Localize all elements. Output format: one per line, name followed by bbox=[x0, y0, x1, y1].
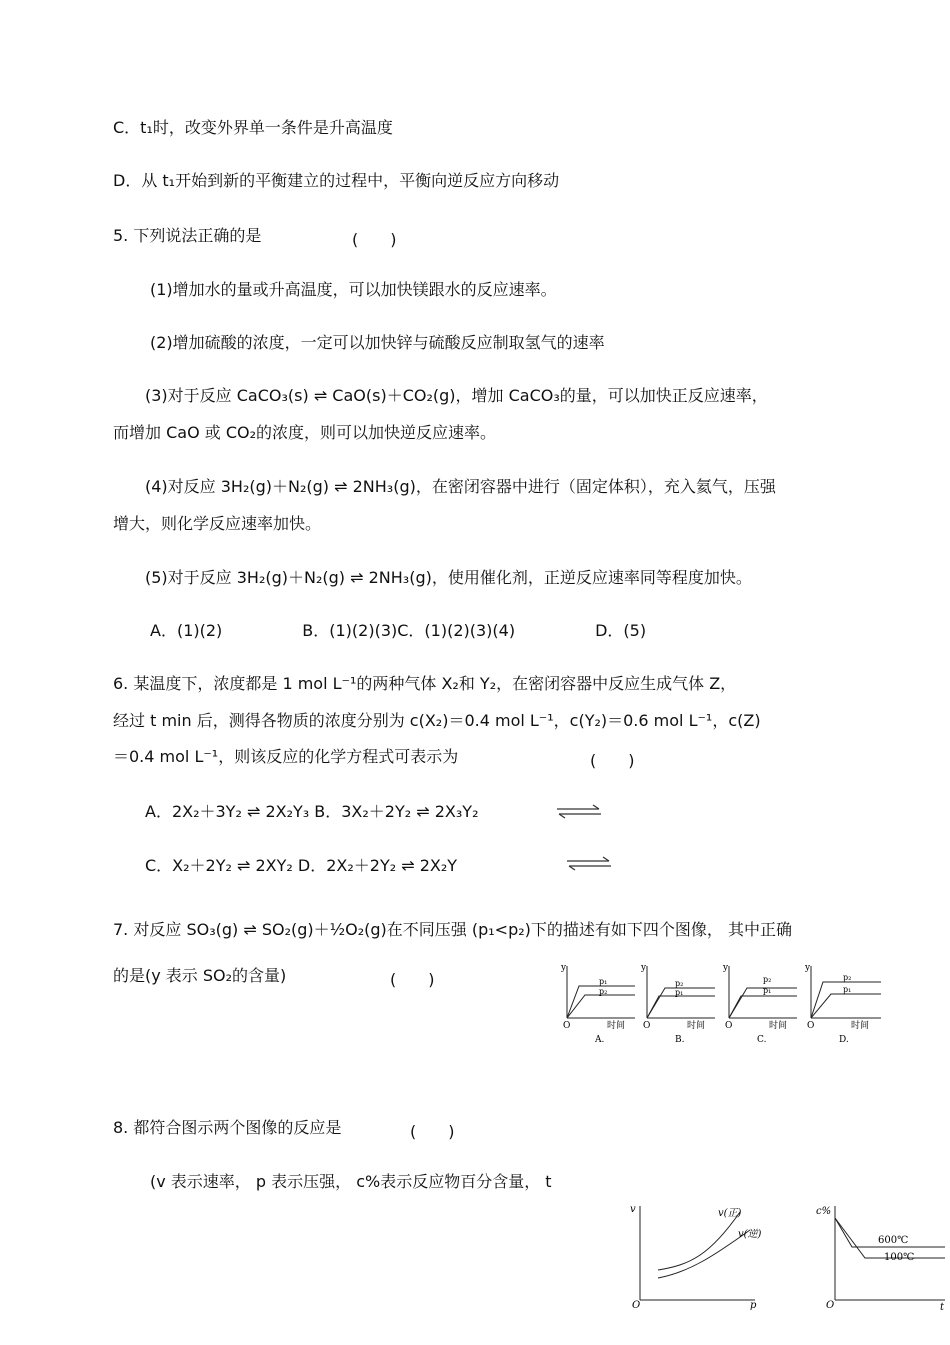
question-7a: 7. 对反应 SO₃(g) ⇌ SO₂(g)＋½O₂(g)在不同压强 (p₁<p₂)下的描述有如下四个图像， 其中正确 bbox=[113, 920, 792, 939]
question-8: 8. 都符合图示两个图像的反应是 bbox=[113, 1118, 342, 1137]
v-forward-label: v(正) bbox=[718, 1208, 742, 1219]
option-d-line: D．从 t₁开始到新的平衡建立的过程中，平衡向逆反应方向移动 bbox=[113, 171, 560, 190]
y-axis-label: y bbox=[561, 963, 567, 973]
options-q6-ab: A．2X₂＋3Y₂ ⇌ 2X₂Y₃ B．3X₂＋2Y₂ ⇌ 2X₃Y₂ bbox=[145, 802, 479, 821]
statement-2: (2)增加硫酸的浓度，一定可以加快锌与硫酸反应制取氢气的速率 bbox=[150, 333, 605, 352]
temp-100-label: 100℃ bbox=[884, 1252, 915, 1263]
answer-blank-6: ( ) bbox=[590, 751, 635, 770]
figure-q7 bbox=[555, 958, 890, 1048]
p1-label: p₁ bbox=[843, 985, 852, 994]
graph-d bbox=[804, 963, 881, 1045]
question-7b: 的是(y 表示 SO₂的含量) bbox=[113, 966, 287, 985]
origin-label: O bbox=[643, 1021, 651, 1031]
graph-a bbox=[560, 963, 635, 1045]
p1-label: p₁ bbox=[675, 988, 684, 997]
answer-blank-8: ( ) bbox=[410, 1122, 455, 1141]
p1-label: p₁ bbox=[599, 977, 608, 986]
graph-concentration-time bbox=[816, 1206, 945, 1313]
time-label: 时间 bbox=[607, 1021, 626, 1031]
graph-velocity-pressure bbox=[630, 1204, 762, 1311]
graph-label-d: D. bbox=[839, 1035, 849, 1045]
origin-label: O bbox=[807, 1021, 815, 1031]
equilibrium-arrow-icon bbox=[555, 803, 605, 819]
p2-label: p₂ bbox=[843, 973, 852, 982]
origin-label: O bbox=[563, 1021, 571, 1031]
question-6c: ＝0.4 mol L⁻¹，则该反应的化学方程式可表示为 bbox=[113, 747, 459, 766]
question-8-note: (v 表示速率， p 表示压强， c%表示反应物百分含量， t bbox=[150, 1172, 552, 1191]
p2-label: p₂ bbox=[763, 975, 772, 984]
y-axis-label: y bbox=[805, 963, 811, 973]
v-axis-label: v bbox=[630, 1204, 636, 1215]
equilibrium-arrow-icon bbox=[565, 855, 615, 871]
y-axis-label: y bbox=[723, 963, 729, 973]
origin-label: O bbox=[725, 1021, 733, 1031]
graph-c bbox=[722, 963, 797, 1045]
option-c-line: C．t₁时，改变外界单一条件是升高温度 bbox=[113, 118, 393, 137]
options-q6-cd: C．X₂＋2Y₂ ⇌ 2XY₂ D．2X₂＋2Y₂ ⇌ 2X₂Y bbox=[145, 856, 458, 875]
graph-label-c: C. bbox=[757, 1035, 767, 1045]
origin-label: O bbox=[632, 1300, 641, 1311]
p-axis-label: p bbox=[750, 1300, 757, 1311]
origin-label: O bbox=[826, 1300, 835, 1311]
temp-600-label: 600℃ bbox=[878, 1235, 909, 1246]
p2-label: p₂ bbox=[599, 987, 608, 996]
time-label: 时间 bbox=[851, 1021, 870, 1031]
answer-blank-5: ( ) bbox=[352, 230, 397, 249]
question-5: 5. 下列说法正确的是 bbox=[113, 226, 262, 245]
graph-b bbox=[640, 963, 715, 1045]
question-6b: 经过 t min 后，测得各物质的浓度分别为 c(X₂)＝0.4 mol L⁻¹，c(Y₂)＝0.6 mol L⁻¹，c(Z) bbox=[113, 711, 761, 730]
options-q5: A．(1)(2) B．(1)(2)(3)C．(1)(2)(3)(4) D．(5) bbox=[150, 621, 647, 640]
statement-3b: 而增加 CaO 或 CO₂的浓度，则可以加快逆反应速率。 bbox=[113, 423, 497, 442]
question-6a: 6. 某温度下，浓度都是 1 mol L⁻¹的两种气体 X₂和 Y₂，在密闭容器中反应生成气体 Z， bbox=[113, 674, 737, 693]
y-axis-label: y bbox=[641, 963, 647, 973]
statement-5: (5)对于反应 3H₂(g)＋N₂(g) ⇌ 2NH₃(g)，使用催化剂，正逆反应速率同等程度加快。 bbox=[145, 568, 752, 587]
t-axis-label: t bbox=[940, 1302, 945, 1313]
statement-1: (1)增加水的量或升高温度，可以加快镁跟水的反应速率。 bbox=[150, 280, 557, 299]
v-reverse-label: v(逆) bbox=[738, 1229, 762, 1240]
graph-label-b: B. bbox=[675, 1035, 685, 1045]
time-label: 时间 bbox=[769, 1021, 788, 1031]
figure-q8 bbox=[620, 1200, 950, 1315]
p2-label: p₂ bbox=[675, 979, 684, 988]
time-label: 时间 bbox=[687, 1021, 706, 1031]
statement-4a: (4)对反应 3H₂(g)＋N₂(g) ⇌ 2NH₃(g)，在密闭容器中进行（固定体积），充入氦气，压强 bbox=[145, 477, 776, 496]
statement-4b: 增大，则化学反应速率加快。 bbox=[113, 514, 322, 533]
graph-label-a: A. bbox=[595, 1035, 605, 1045]
c-axis-label: c% bbox=[816, 1206, 832, 1217]
p1-label: p₁ bbox=[763, 986, 772, 995]
answer-blank-7: ( ) bbox=[390, 970, 435, 989]
statement-3a: (3)对于反应 CaCO₃(s) ⇌ CaO(s)＋CO₂(g)，增加 CaCO₃的量，可以加快正反应速率， bbox=[145, 386, 768, 405]
